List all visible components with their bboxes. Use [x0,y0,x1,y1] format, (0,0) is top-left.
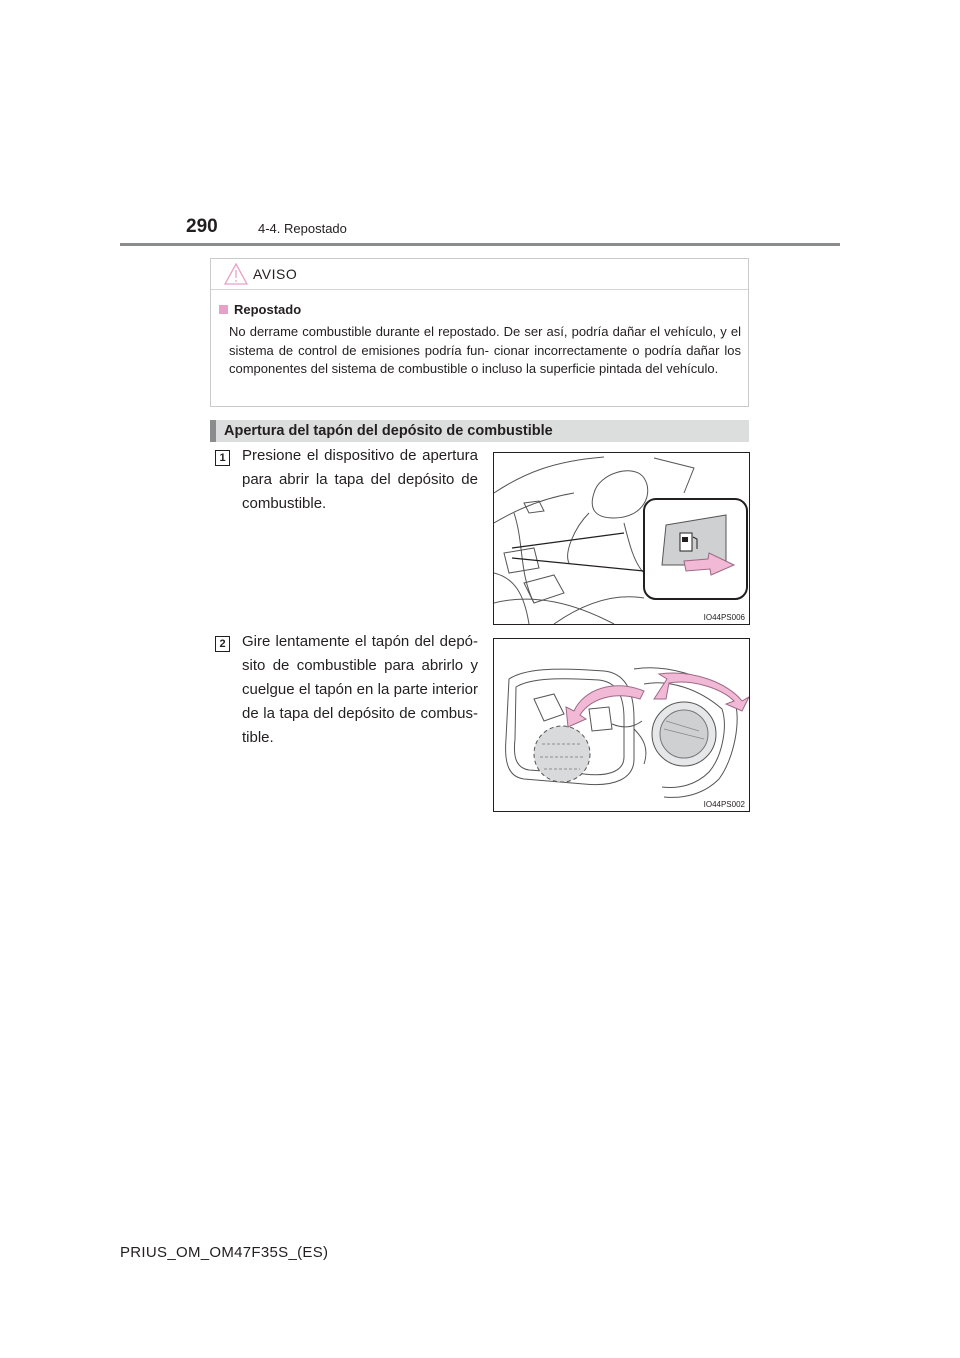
figure-2-code: IO44PS002 [703,800,745,809]
section-title: Apertura del tapón del depósito de combustible [224,423,553,439]
step-1-text: Presione el dispositivo de apertura para abrir la tapa del depósito de combustible. [242,447,478,512]
dashboard-illustration [494,453,749,624]
section-banner-bar [210,420,216,442]
fuel-cap-illustration [494,639,749,811]
step-2-number: 2 [215,636,230,652]
warning-title: AVISO [253,266,298,282]
step-2-text: Gire lentamente el tapón del depó- sito de combustible para abrirlo y cuelgue el tapón en la parte interior de la tapa del depósito de combus- tible. [242,633,478,746]
warning-subtitle-text: Repostado [234,302,302,317]
footer-manual-code: PRIUS_OM_OM47F35S_(ES) [120,1244,329,1261]
warning-triangle-icon [224,263,248,285]
pink-square-icon [219,305,228,314]
warning-body: No derrame combustible durante el repostado. De ser así, podría dañar el vehículo, y el sistema de control de emisiones podría fun- cionar incorrectamente o podría dañar los componentes del sistema de combustible o incluso la superficie pintada del vehículo. [229,324,741,376]
figure-1-code: IO44PS006 [703,613,745,622]
figure-fuel-door-opener [493,452,750,625]
header-rule [120,243,840,246]
warning-header [211,259,748,290]
warning-box [210,258,749,407]
page-number: 290 [186,216,218,237]
section-label: 4-4. Repostado [258,221,347,236]
warning-subtitle [219,302,301,318]
section-banner [210,420,749,442]
step-1-number: 1 [215,450,230,466]
figure-fuel-cap [493,638,750,812]
